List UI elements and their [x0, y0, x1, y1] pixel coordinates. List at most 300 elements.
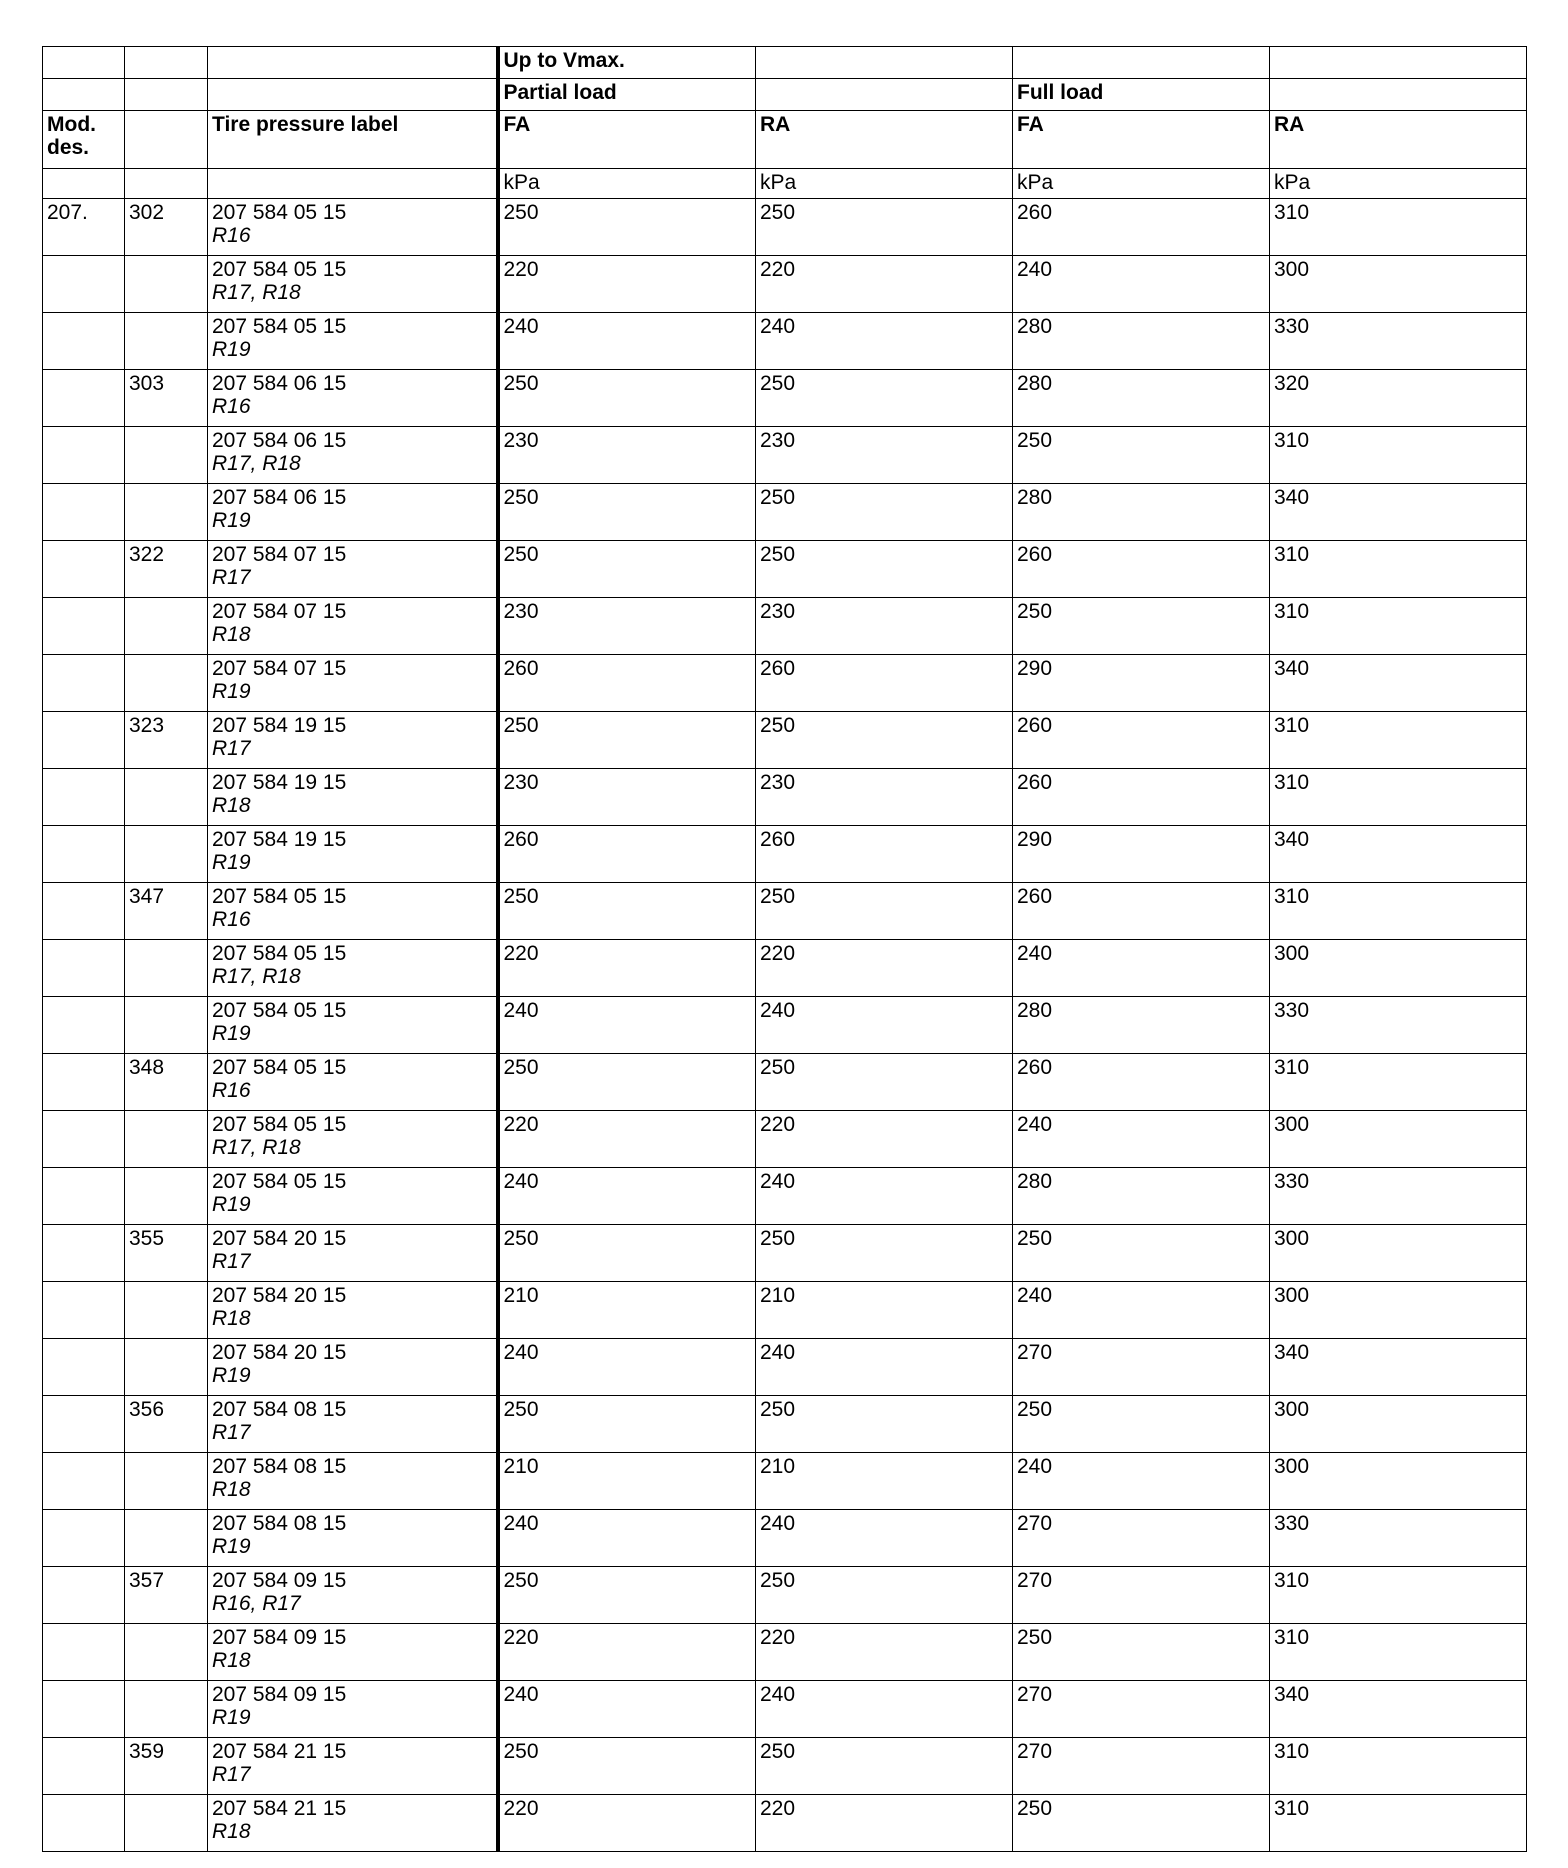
table-row: [43, 712, 1527, 769]
fa-full-cell: 260: [1013, 769, 1270, 826]
tire-size: R18: [212, 1307, 251, 1330]
tire-part-number: 207 584 05 15: [212, 999, 347, 1022]
table-row: [43, 997, 1527, 1054]
fa-partial-cell: 250: [498, 199, 756, 256]
tire-part-number: 207 584 19 15: [212, 828, 347, 851]
ra-partial-cell: 250: [756, 1054, 1013, 1111]
tire-label-cell: [208, 1111, 498, 1168]
ra-partial-cell: 220: [756, 1111, 1013, 1168]
fa-partial-cell: 210: [498, 1453, 756, 1510]
tire-size: R18: [212, 794, 251, 817]
tire-part-number: 207 584 08 15: [212, 1398, 347, 1421]
tire-part-number: 207 584 08 15: [212, 1455, 347, 1478]
tire-label-cell: [208, 1168, 498, 1225]
tire-part-number: 207 584 05 15: [212, 315, 347, 338]
fa-full-cell: 280: [1013, 484, 1270, 541]
ra-full-cell: 310: [1270, 769, 1527, 826]
tire-label-cell: [208, 883, 498, 940]
tire-label-cell: [208, 256, 498, 313]
tire-part-number: 207 584 09 15: [212, 1569, 347, 1592]
tire-part-number: 207 584 21 15: [212, 1740, 347, 1763]
ra-partial-cell: 250: [756, 1225, 1013, 1282]
mod-des-cell: [43, 1453, 125, 1510]
fa-full-cell: 280: [1013, 1168, 1270, 1225]
table-row: [43, 1111, 1527, 1168]
tire-part-number: 207 584 05 15: [212, 1170, 347, 1193]
table-row: [43, 541, 1527, 598]
fa-full-cell: 250: [1013, 598, 1270, 655]
model-code-cell: 355: [125, 1225, 208, 1282]
table-row: [43, 1453, 1527, 1510]
ra-partial-cell: 240: [756, 1510, 1013, 1567]
fa-full-cell: 250: [1013, 1396, 1270, 1453]
fa-partial-cell: 220: [498, 256, 756, 313]
mod-des-cell: 207.: [43, 199, 125, 256]
ra-partial-cell: 240: [756, 313, 1013, 370]
table-row: [43, 1054, 1527, 1111]
tire-part-number: 207 584 20 15: [212, 1284, 347, 1307]
mod-des-cell: [43, 826, 125, 883]
tire-size: R19: [212, 1535, 251, 1558]
unit-ra-full: kPa: [1270, 169, 1527, 199]
ra-full-cell: 300: [1270, 1453, 1527, 1510]
mod-des-cell: [43, 883, 125, 940]
model-code-cell: [125, 484, 208, 541]
header-fa-full: FA: [1013, 111, 1270, 169]
fa-full-cell: 270: [1013, 1510, 1270, 1567]
tire-pressure-table: [42, 46, 1527, 1852]
tire-pressure-table-container: [42, 46, 1527, 1852]
tire-size: R18: [212, 623, 251, 646]
tire-label-cell: [208, 1225, 498, 1282]
tire-size: R17, R18: [212, 281, 301, 304]
fa-full-cell: 260: [1013, 541, 1270, 598]
tire-label-cell: [208, 370, 498, 427]
ra-partial-cell: 240: [756, 1339, 1013, 1396]
mod-des-cell: [43, 256, 125, 313]
tire-label-cell: [208, 427, 498, 484]
header-cell: [756, 79, 1013, 111]
header-cell: [756, 47, 1013, 79]
model-code-cell: [125, 940, 208, 997]
table-row: [43, 1567, 1527, 1624]
header-cell: [1270, 47, 1527, 79]
tire-size: R19: [212, 851, 251, 874]
tire-part-number: 207 584 05 15: [212, 201, 347, 224]
ra-full-cell: 310: [1270, 427, 1527, 484]
ra-full-cell: 340: [1270, 484, 1527, 541]
mod-des-cell: [43, 1396, 125, 1453]
fa-partial-cell: 250: [498, 541, 756, 598]
ra-partial-cell: 250: [756, 1567, 1013, 1624]
table-row: [43, 1510, 1527, 1567]
fa-partial-cell: 240: [498, 1168, 756, 1225]
fa-partial-cell: 220: [498, 940, 756, 997]
ra-full-cell: 310: [1270, 1567, 1527, 1624]
tire-part-number: 207 584 20 15: [212, 1227, 347, 1250]
model-code-cell: [125, 1795, 208, 1852]
model-code-cell: [125, 1111, 208, 1168]
header-cell: [125, 79, 208, 111]
tire-part-number: 207 584 07 15: [212, 600, 347, 623]
table-row: [43, 883, 1527, 940]
mod-des-cell: [43, 1168, 125, 1225]
tire-part-number: 207 584 07 15: [212, 543, 347, 566]
ra-partial-cell: 210: [756, 1453, 1013, 1510]
ra-full-cell: 310: [1270, 541, 1527, 598]
ra-partial-cell: 230: [756, 598, 1013, 655]
mod-des-cell: [43, 1111, 125, 1168]
model-code-cell: 357: [125, 1567, 208, 1624]
ra-partial-cell: 250: [756, 1738, 1013, 1795]
mod-des-cell: [43, 1681, 125, 1738]
ra-full-cell: 340: [1270, 655, 1527, 712]
tire-size: R16: [212, 1079, 251, 1102]
units-row: [43, 169, 1527, 199]
tire-part-number: 207 584 06 15: [212, 429, 347, 452]
model-code-cell: 348: [125, 1054, 208, 1111]
ra-partial-cell: 220: [756, 940, 1013, 997]
tire-label-cell: [208, 940, 498, 997]
fa-full-cell: 260: [1013, 883, 1270, 940]
tire-size: R17, R18: [212, 1136, 301, 1159]
fa-partial-cell: 230: [498, 598, 756, 655]
tire-size: R18: [212, 1478, 251, 1501]
fa-full-cell: 270: [1013, 1738, 1270, 1795]
ra-partial-cell: 260: [756, 826, 1013, 883]
tire-part-number: 207 584 05 15: [212, 942, 347, 965]
ra-full-cell: 310: [1270, 1624, 1527, 1681]
header-tire-pressure-label: Tire pressure label: [208, 111, 498, 169]
mod-des-cell: [43, 1339, 125, 1396]
ra-partial-cell: 240: [756, 997, 1013, 1054]
fa-partial-cell: 230: [498, 427, 756, 484]
tire-size: R17: [212, 1250, 251, 1273]
table-row: [43, 313, 1527, 370]
model-code-cell: [125, 1681, 208, 1738]
ra-full-cell: 300: [1270, 256, 1527, 313]
mod-des-cell: [43, 1624, 125, 1681]
header-cell: [125, 111, 208, 169]
ra-partial-cell: 250: [756, 1396, 1013, 1453]
table-row: [43, 1396, 1527, 1453]
ra-partial-cell: 250: [756, 370, 1013, 427]
fa-partial-cell: 240: [498, 1339, 756, 1396]
ra-partial-cell: 250: [756, 199, 1013, 256]
ra-full-cell: 300: [1270, 940, 1527, 997]
fa-partial-cell: 250: [498, 484, 756, 541]
mod-des-cell: [43, 1054, 125, 1111]
model-code-cell: [125, 1168, 208, 1225]
tire-size: R19: [212, 1022, 251, 1045]
table-row: [43, 1225, 1527, 1282]
ra-partial-cell: 250: [756, 712, 1013, 769]
ra-full-cell: 310: [1270, 1054, 1527, 1111]
model-code-cell: [125, 427, 208, 484]
model-code-cell: [125, 769, 208, 826]
fa-partial-cell: 250: [498, 883, 756, 940]
tire-label-cell: [208, 997, 498, 1054]
tire-label-cell: [208, 655, 498, 712]
table-row: [43, 1795, 1527, 1852]
ra-full-cell: 330: [1270, 997, 1527, 1054]
tire-part-number: 207 584 07 15: [212, 657, 347, 680]
model-code-cell: 323: [125, 712, 208, 769]
tire-label-cell: [208, 541, 498, 598]
ra-partial-cell: 230: [756, 427, 1013, 484]
fa-partial-cell: 240: [498, 313, 756, 370]
model-code-cell: [125, 997, 208, 1054]
fa-full-cell: 240: [1013, 1453, 1270, 1510]
header-cell: [43, 47, 125, 79]
fa-partial-cell: 240: [498, 997, 756, 1054]
header-cell: [208, 47, 498, 79]
model-code-cell: 356: [125, 1396, 208, 1453]
mod-des-cell: [43, 598, 125, 655]
fa-full-cell: 250: [1013, 1624, 1270, 1681]
fa-partial-cell: 230: [498, 769, 756, 826]
model-code-cell: [125, 256, 208, 313]
mod-des-cell: [43, 370, 125, 427]
table-row: [43, 256, 1527, 313]
ra-partial-cell: 210: [756, 1282, 1013, 1339]
fa-partial-cell: 220: [498, 1795, 756, 1852]
table-row: [43, 1681, 1527, 1738]
model-code-cell: 359: [125, 1738, 208, 1795]
table-row: [43, 826, 1527, 883]
tire-label-cell: [208, 1339, 498, 1396]
table-row: [43, 427, 1527, 484]
fa-partial-cell: 210: [498, 1282, 756, 1339]
tire-label-cell: [208, 769, 498, 826]
fa-full-cell: 270: [1013, 1567, 1270, 1624]
tire-size: R16: [212, 395, 251, 418]
mod-des-cell: [43, 655, 125, 712]
unit-ra-partial: kPa: [756, 169, 1013, 199]
tire-size: R16, R17: [212, 1592, 301, 1615]
tire-size: R19: [212, 1706, 251, 1729]
table-row: [43, 598, 1527, 655]
fa-partial-cell: 250: [498, 370, 756, 427]
tire-label-cell: [208, 1054, 498, 1111]
mod-des-cell: [43, 541, 125, 598]
tire-size: R19: [212, 1364, 251, 1387]
header-row-load: [43, 79, 1527, 111]
tire-size: R19: [212, 1193, 251, 1216]
ra-partial-cell: 250: [756, 883, 1013, 940]
mod-des-cell: [43, 1795, 125, 1852]
tire-size: R18: [212, 1649, 251, 1672]
fa-partial-cell: 240: [498, 1510, 756, 1567]
table-row: [43, 1282, 1527, 1339]
fa-partial-cell: 250: [498, 1054, 756, 1111]
ra-full-cell: 330: [1270, 313, 1527, 370]
table-row: [43, 1339, 1527, 1396]
tire-part-number: 207 584 05 15: [212, 258, 347, 281]
header-cell: [125, 47, 208, 79]
model-code-cell: 322: [125, 541, 208, 598]
model-code-cell: [125, 1453, 208, 1510]
model-code-cell: 303: [125, 370, 208, 427]
header-cell: [1270, 79, 1527, 111]
ra-full-cell: 310: [1270, 1738, 1527, 1795]
ra-partial-cell: 250: [756, 541, 1013, 598]
header-row-columns: [43, 111, 1527, 169]
mod-des-cell: [43, 997, 125, 1054]
mod-des-cell: [43, 1738, 125, 1795]
model-code-cell: [125, 1510, 208, 1567]
fa-full-cell: 240: [1013, 1111, 1270, 1168]
unit-fa-partial: kPa: [498, 169, 756, 199]
tire-part-number: 207 584 19 15: [212, 771, 347, 794]
fa-partial-cell: 250: [498, 1396, 756, 1453]
header-ra-full: RA: [1270, 111, 1527, 169]
tire-part-number: 207 584 09 15: [212, 1626, 347, 1649]
fa-partial-cell: 250: [498, 712, 756, 769]
fa-full-cell: 260: [1013, 1054, 1270, 1111]
table-row: [43, 1624, 1527, 1681]
tire-label-cell: [208, 1282, 498, 1339]
table-row: [43, 484, 1527, 541]
table-row: [43, 940, 1527, 997]
ra-full-cell: 300: [1270, 1282, 1527, 1339]
tire-label-cell: [208, 598, 498, 655]
tire-size: R16: [212, 908, 251, 931]
tire-label-cell: [208, 484, 498, 541]
fa-full-cell: 290: [1013, 826, 1270, 883]
fa-full-cell: 280: [1013, 313, 1270, 370]
units-cell: [208, 169, 498, 199]
header-partial-load: Partial load: [498, 79, 756, 111]
header-cell: [208, 79, 498, 111]
mod-des-cell: [43, 427, 125, 484]
tire-size: R17: [212, 566, 251, 589]
mod-des-cell: [43, 712, 125, 769]
tire-label-cell: [208, 1795, 498, 1852]
tire-part-number: 207 584 08 15: [212, 1512, 347, 1535]
unit-fa-full: kPa: [1013, 169, 1270, 199]
mod-des-cell: [43, 940, 125, 997]
tire-part-number: 207 584 21 15: [212, 1797, 347, 1820]
fa-full-cell: 280: [1013, 997, 1270, 1054]
header-cell: [1013, 47, 1270, 79]
tire-part-number: 207 584 06 15: [212, 372, 347, 395]
ra-partial-cell: 260: [756, 655, 1013, 712]
model-code-cell: [125, 1624, 208, 1681]
model-code-cell: [125, 313, 208, 370]
units-cell: [43, 169, 125, 199]
tire-label-cell: [208, 826, 498, 883]
tire-size: R19: [212, 680, 251, 703]
ra-full-cell: 310: [1270, 883, 1527, 940]
model-code-cell: [125, 1339, 208, 1396]
table-row: [43, 199, 1527, 256]
ra-full-cell: 340: [1270, 1339, 1527, 1396]
mod-des-cell: [43, 1225, 125, 1282]
table-row: [43, 655, 1527, 712]
fa-full-cell: 240: [1013, 1282, 1270, 1339]
fa-partial-cell: 250: [498, 1738, 756, 1795]
tire-size: R19: [212, 509, 251, 532]
ra-partial-cell: 220: [756, 1624, 1013, 1681]
fa-partial-cell: 220: [498, 1624, 756, 1681]
fa-full-cell: 260: [1013, 199, 1270, 256]
ra-partial-cell: 220: [756, 1795, 1013, 1852]
ra-full-cell: 300: [1270, 1396, 1527, 1453]
ra-full-cell: 310: [1270, 598, 1527, 655]
fa-full-cell: 240: [1013, 940, 1270, 997]
ra-full-cell: 330: [1270, 1168, 1527, 1225]
tire-size: R19: [212, 338, 251, 361]
header-full-load: Full load: [1013, 79, 1270, 111]
table-row: [43, 370, 1527, 427]
ra-full-cell: 300: [1270, 1225, 1527, 1282]
tire-part-number: 207 584 05 15: [212, 1113, 347, 1136]
tire-size: R18: [212, 1820, 251, 1843]
fa-full-cell: 250: [1013, 1225, 1270, 1282]
model-code-cell: 347: [125, 883, 208, 940]
ra-partial-cell: 240: [756, 1681, 1013, 1738]
ra-full-cell: 310: [1270, 712, 1527, 769]
tire-part-number: 207 584 05 15: [212, 885, 347, 908]
header-row-vmax: [43, 47, 1527, 79]
model-code-cell: [125, 655, 208, 712]
tire-size: R17: [212, 1421, 251, 1444]
fa-partial-cell: 250: [498, 1567, 756, 1624]
model-code-cell: [125, 598, 208, 655]
fa-partial-cell: 240: [498, 1681, 756, 1738]
tire-part-number: 207 584 19 15: [212, 714, 347, 737]
tire-label-cell: [208, 1567, 498, 1624]
tire-label-cell: [208, 1453, 498, 1510]
mod-des-cell: [43, 484, 125, 541]
fa-full-cell: 250: [1013, 1795, 1270, 1852]
ra-full-cell: 310: [1270, 1795, 1527, 1852]
model-code-cell: 302: [125, 199, 208, 256]
fa-full-cell: 270: [1013, 1681, 1270, 1738]
tire-part-number: 207 584 20 15: [212, 1341, 347, 1364]
tire-size: R17: [212, 1763, 251, 1786]
tire-size: R16: [212, 224, 251, 247]
tire-size: R17: [212, 737, 251, 760]
header-mod-des: Mod. des.: [43, 111, 125, 169]
header-fa-partial: FA: [498, 111, 756, 169]
ra-partial-cell: 240: [756, 1168, 1013, 1225]
table-row: [43, 1738, 1527, 1795]
mod-des-cell: [43, 1510, 125, 1567]
fa-partial-cell: 260: [498, 655, 756, 712]
tire-size: R17, R18: [212, 965, 301, 988]
tire-label-cell: [208, 712, 498, 769]
fa-full-cell: 260: [1013, 712, 1270, 769]
mod-des-cell: [43, 769, 125, 826]
tire-label-cell: [208, 1738, 498, 1795]
ra-full-cell: 320: [1270, 370, 1527, 427]
fa-full-cell: 250: [1013, 427, 1270, 484]
fa-full-cell: 240: [1013, 256, 1270, 313]
fa-full-cell: 290: [1013, 655, 1270, 712]
fa-full-cell: 270: [1013, 1339, 1270, 1396]
fa-full-cell: 280: [1013, 370, 1270, 427]
header-ra-partial: RA: [756, 111, 1013, 169]
header-cell: [43, 79, 125, 111]
mod-des-cell: [43, 313, 125, 370]
ra-full-cell: 300: [1270, 1111, 1527, 1168]
ra-partial-cell: 220: [756, 256, 1013, 313]
tire-label-cell: [208, 1624, 498, 1681]
header-up-to-vmax: Up to Vmax.: [498, 47, 756, 79]
fa-partial-cell: 220: [498, 1111, 756, 1168]
